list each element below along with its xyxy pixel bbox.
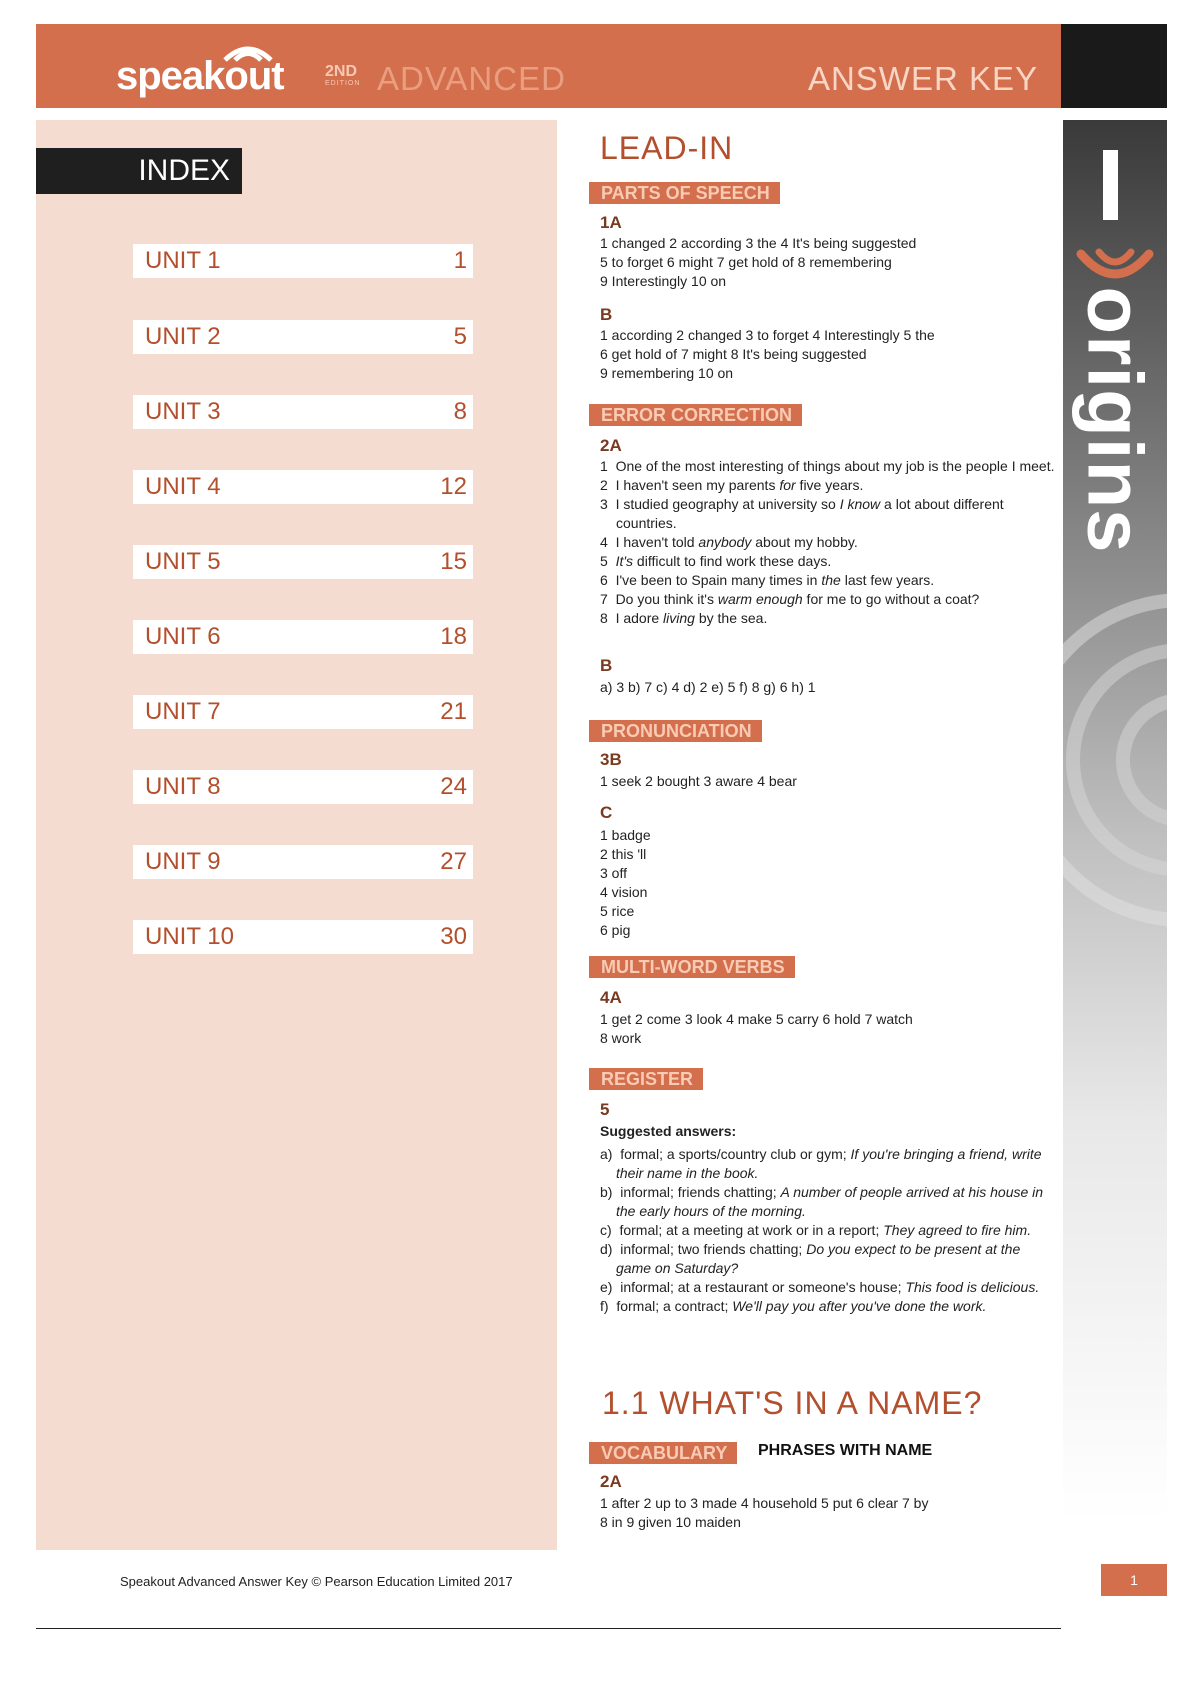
answer-line: a) 3 b) 7 c) 4 d) 2 e) 5 f) 8 g) 6 h) 1 — [600, 679, 816, 695]
unit-theme-word: origins — [1071, 286, 1160, 554]
suggested-answers-label: Suggested answers: — [600, 1123, 737, 1139]
answer-line: 1 One of the most interesting of things about my job is the people I meet. — [600, 458, 1055, 474]
unit-page: 1 — [453, 247, 467, 274]
document-type: ANSWER KEY — [807, 60, 1038, 97]
unit-page: 5 — [453, 323, 467, 350]
unit-page: 18 — [440, 623, 467, 650]
index-link-unit-5[interactable] — [133, 545, 473, 579]
unit-page: 12 — [440, 473, 467, 500]
answer-line: 9 remembering 10 on — [600, 365, 734, 381]
section-title-1-1: 1.1 WHAT'S IN A NAME? — [602, 1385, 983, 1421]
brand-logo: speakout — [116, 54, 284, 98]
answer-line: f) formal; a contract; We'll pay you after you've done the work. — [600, 1298, 987, 1314]
answer-line: 2 this 'll — [600, 846, 647, 862]
answer-line: 5 It's difficult to find work these days. — [600, 553, 832, 569]
heading-parts-of-speech: PARTS OF SPEECH — [589, 182, 780, 204]
edition-word: EDITION — [325, 80, 361, 87]
edition-badge — [325, 64, 360, 87]
answer-line: b) informal; friends chatting; A number of people arrived at his house in the early hours of the morning. — [600, 1184, 1044, 1219]
answer-list — [600, 1010, 1050, 1048]
exercise-label: 4A — [600, 988, 622, 1007]
answer-line: 9 Interestingly 10 on — [600, 273, 727, 289]
answer-line: 8 I adore living by the sea. — [600, 610, 768, 626]
unit-page: 27 — [440, 848, 467, 875]
answer-line: d) informal; two friends chatting; Do you expect to be present at the game on Saturday? — [600, 1241, 1021, 1276]
unit-page: 24 — [440, 773, 467, 800]
answer-line: 3 I studied geography at university so I know a lot about different countries. — [600, 496, 1004, 531]
unit-label: UNIT 4 — [145, 473, 221, 500]
unit-label: UNIT 7 — [145, 698, 221, 725]
answer-list — [600, 1145, 1050, 1316]
index-link-unit-1[interactable] — [133, 244, 473, 278]
index-link-unit-6[interactable] — [133, 620, 473, 654]
index-link-unit-7[interactable] — [133, 695, 473, 729]
unit-label: UNIT 6 — [145, 623, 221, 650]
answer-line: 5 rice — [600, 903, 635, 919]
course-level: ADVANCED — [377, 60, 566, 97]
index-title — [36, 148, 242, 194]
answer-line: 2 I haven't seen my parents for five years. — [600, 477, 864, 493]
answer-list — [600, 678, 1050, 697]
answer-line: 4 vision — [600, 884, 648, 900]
heading-error-correction: ERROR CORRECTION — [589, 404, 802, 426]
answer-line: e) informal; at a restaurant or someone's house; This food is delicious. — [600, 1279, 1040, 1295]
answer-line: 1 badge — [600, 827, 651, 843]
answer-line: 1 changed 2 according 3 the 4 It's being suggested — [600, 235, 917, 251]
speech-waves-icon — [1063, 232, 1167, 292]
unit-label: UNIT 10 — [145, 923, 234, 950]
answer-line: 6 get hold of 7 might 8 It's being suggested — [600, 346, 867, 362]
answer-list — [600, 772, 1050, 791]
exercise-label: 2A — [600, 1472, 622, 1491]
answer-line: a) formal; a sports/country club or gym; If you're bringing a friend, write their name in the book. — [600, 1146, 1042, 1181]
index-link-unit-2[interactable] — [133, 320, 473, 354]
heading-pronunciation: PRONUNCIATION — [589, 720, 762, 742]
header-corner-block — [1061, 24, 1167, 108]
answer-list — [600, 457, 1060, 628]
exercise-label: 5 — [600, 1100, 610, 1119]
answer-line: 7 Do you think it's warm enough for me to go without a coat? — [600, 591, 980, 607]
index-link-unit-10[interactable] — [133, 920, 473, 954]
answer-line: 1 get 2 come 3 look 4 make 5 carry 6 hold 7 watch — [600, 1011, 913, 1027]
answer-line: c) formal; at a meeting at work or in a report; They agreed to fire him. — [600, 1222, 1032, 1238]
answer-line: 5 to forget 6 might 7 get hold of 8 remembering — [600, 254, 892, 270]
answer-line: 3 off — [600, 865, 627, 881]
heading-multi-word-verbs: MULTI-WORD VERBS — [589, 956, 795, 978]
answer-line: 8 in 9 given 10 maiden — [600, 1514, 741, 1530]
footer-copyright: Speakout Advanced Answer Key © Pearson Education Limited 2017 — [120, 1574, 513, 1589]
answer-list — [600, 1494, 1050, 1532]
vocabulary-subheading: PHRASES WITH NAME — [758, 1442, 933, 1459]
answer-line: 4 I haven't told anybody about my hobby. — [600, 534, 858, 550]
exercise-label: 2A — [600, 436, 622, 455]
answer-line: 8 work — [600, 1030, 642, 1046]
unit-label: UNIT 1 — [145, 247, 221, 274]
answer-list — [600, 326, 1050, 383]
exercise-label: B — [600, 656, 613, 675]
exercise-label: B — [600, 305, 613, 324]
unit-page: 8 — [453, 398, 467, 425]
exercise-label: C — [600, 803, 613, 822]
unit-label: UNIT 3 — [145, 398, 221, 425]
answer-line: 1 after 2 up to 3 made 4 household 5 put 6 clear 7 by — [600, 1495, 929, 1511]
exercise-label: 3B — [600, 750, 622, 769]
heading-register: REGISTER — [589, 1068, 703, 1090]
unit-label: UNIT 5 — [145, 548, 221, 575]
answer-list — [600, 234, 1050, 291]
exercise-label: 1A — [600, 213, 622, 232]
answer-line: 1 seek 2 bought 3 aware 4 bear — [600, 773, 797, 789]
answer-list — [600, 826, 1050, 940]
answer-line: 6 pig — [600, 922, 631, 938]
index-link-unit-3[interactable] — [133, 395, 473, 429]
page-number: 1 — [1101, 1564, 1167, 1596]
unit-page: 30 — [440, 923, 467, 950]
heading-vocabulary: VOCABULARY — [589, 1442, 737, 1464]
unit-page: 15 — [440, 548, 467, 575]
answer-line: 1 according 2 changed 3 to forget 4 Interestingly 5 the — [600, 327, 935, 343]
index-link-unit-9[interactable] — [133, 845, 473, 879]
edition-number: 2ND — [325, 63, 358, 80]
index-link-unit-8[interactable] — [133, 770, 473, 804]
section-title-lead-in: LEAD-IN — [600, 130, 734, 166]
answer-line: 6 I've been to Spain many times in the last few years. — [600, 572, 935, 588]
unit-label: UNIT 9 — [145, 848, 221, 875]
unit-page: 21 — [440, 698, 467, 725]
unit-label: UNIT 2 — [145, 323, 221, 350]
index-link-unit-4[interactable] — [133, 470, 473, 504]
unit-number-mark — [1103, 150, 1118, 220]
index-title-text: INDEX — [138, 154, 230, 187]
unit-label: UNIT 8 — [145, 773, 221, 800]
footer-divider — [36, 1628, 1061, 1629]
swirl-decoration — [1063, 560, 1167, 1020]
